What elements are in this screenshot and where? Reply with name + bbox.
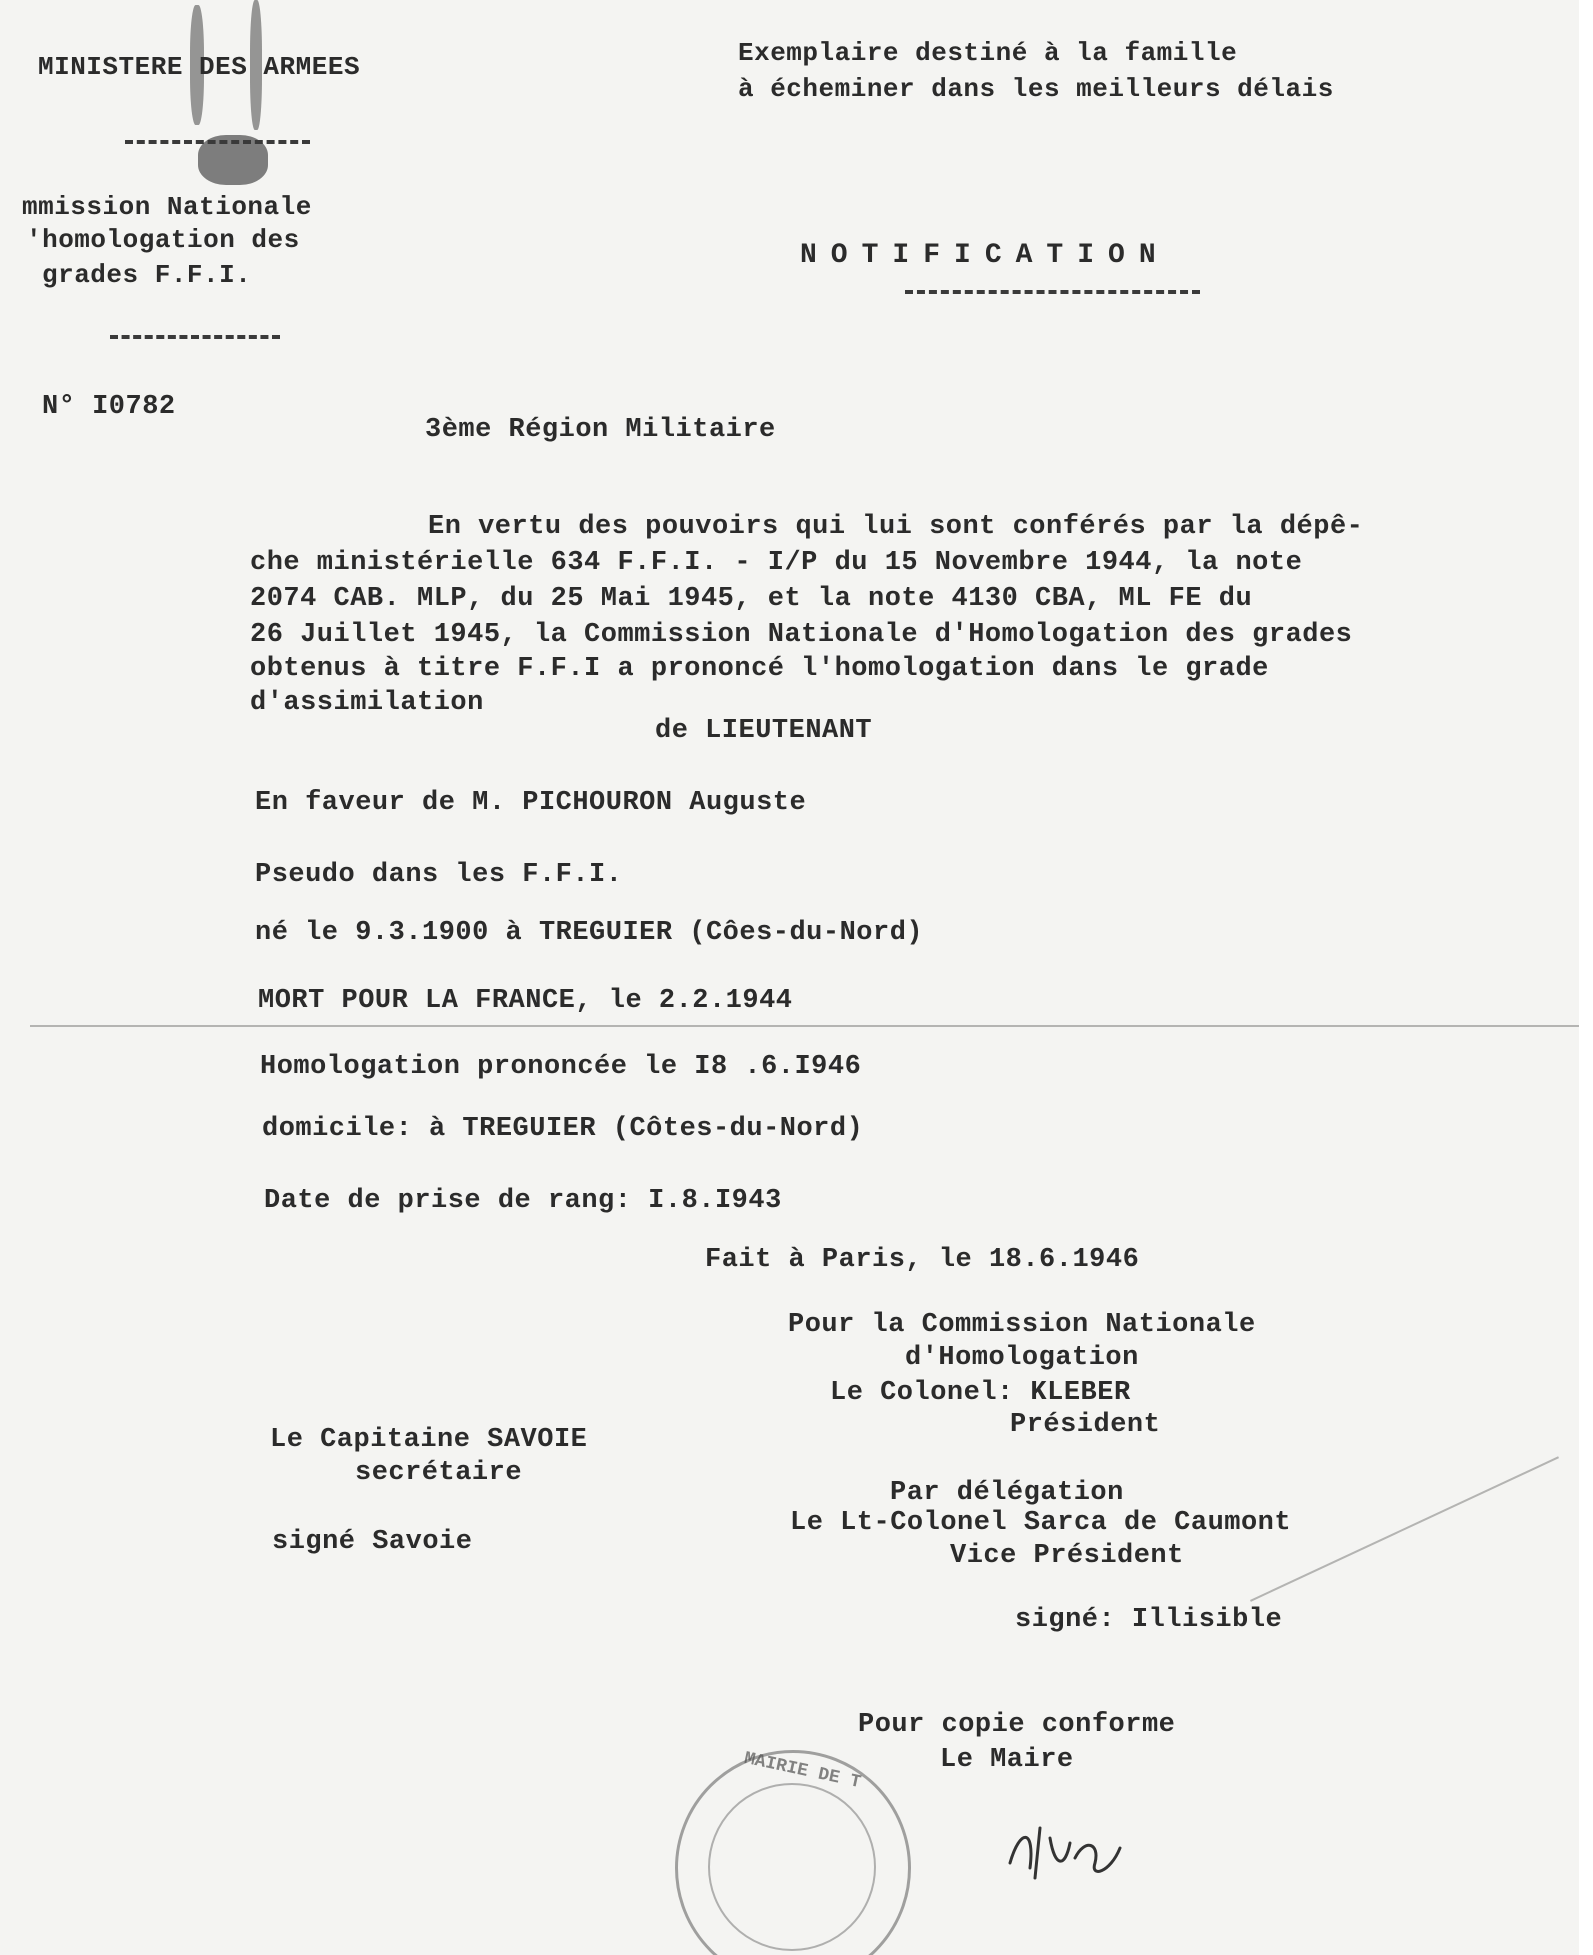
body-line-4: 26 Juillet 1945, la Commission Nationale d'Homologation des grades [250,620,1353,650]
divider [125,140,310,144]
place-date: Fait à Paris, le 18.6.1946 [705,1245,1140,1275]
for-commission-line-1: Pour la Commission Nationale [788,1310,1256,1340]
president-title: Président [1010,1410,1161,1440]
handwritten-signature [1000,1808,1140,1888]
reference-number: N° I0782 [42,392,176,422]
commission-line-2: 'homologation des [26,225,300,255]
body-line-2: che ministérielle 634 F.F.I. - I/P du 15 Novembre 1944, la note [250,548,1303,578]
colonel-name: Le Colonel: KLEBER [830,1378,1131,1408]
domicile: domicile: à TREGUIER (Côtes-du-Nord) [262,1114,864,1144]
divider [110,335,280,339]
document-title: NOTIFICATION [800,240,1170,271]
town-hall-stamp [675,1750,911,1955]
body-line-6: d'assimilation [250,688,484,718]
pseudo: Pseudo dans les F.F.I. [255,860,623,890]
grade: de LIEUTENANT [655,716,873,746]
homologation-date: Homologation prononcée le I8 .6.I946 [260,1052,862,1082]
copy-note-line-2: à écheminer dans les meilleurs délais [738,74,1334,104]
region: 3ème Région Militaire [425,415,776,445]
rank-date: Date de prise de rang: I.8.I943 [264,1186,782,1216]
secretary-title: secrétaire [355,1458,523,1488]
ministry-heading: MINISTERE DES ARMEES [38,52,361,82]
commission-line-1: mmission Nationale [22,192,312,222]
beneficiary: En faveur de M. PICHOURON Auguste [255,788,807,818]
lt-colonel-name: Le Lt-Colonel Sarca de Caumont [790,1508,1292,1538]
copy-note-line-1: Exemplaire destiné à la famille [738,38,1238,68]
for-commission-line-2: d'Homologation [905,1343,1139,1373]
title-underline [905,290,1200,294]
signed-illegible: signé: Illisible [1015,1605,1283,1635]
body-line-3: 2074 CAB. MLP, du 25 Mai 1945, et la note 4130 CBA, ML FE du [250,584,1253,614]
stamp-inner-ring [708,1783,876,1951]
death-info: MORT POUR LA FRANCE, le 2.2.1944 [258,986,793,1016]
paper-fold-crease [30,1025,1580,1027]
birth-info: né le 9.3.1900 à TREGUIER (Côes-du-Nord) [255,918,924,948]
signed-savoie: signé Savoie [272,1527,473,1557]
delegation: Par délégation [890,1478,1124,1508]
copy-conform: Pour copie conforme [858,1710,1176,1740]
commission-line-3: grades F.F.I. [42,260,252,290]
vice-president-title: Vice Président [950,1541,1184,1571]
body-line-1: En vertu des pouvoirs qui lui sont conférés par la dépê- [428,512,1364,542]
stamp-text: MAIRIE DE T [742,1748,863,1794]
body-line-5: obtenus à titre F.F.I a prononcé l'homologation dans le grade [250,654,1269,684]
captain-name: Le Capitaine SAVOIE [270,1425,588,1455]
paper-fold-crease [1250,1456,1559,1602]
paper-edge [1579,0,1593,1955]
mayor-title: Le Maire [940,1745,1074,1775]
